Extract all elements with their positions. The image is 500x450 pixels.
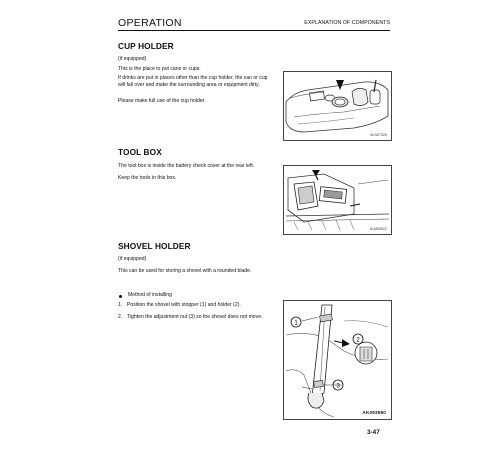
cup-holder-illustration [284, 72, 391, 140]
header-rule [118, 30, 390, 31]
shovel-holder-figure-code: AK093580 [362, 410, 386, 415]
chapter-title: EXPLANATION OF COMPONENTS [304, 20, 390, 26]
cup-holder-figure-code: 6LN07326 [370, 133, 387, 137]
tool-box-figure-code: 6LM00822 [370, 227, 387, 231]
section-title: OPERATION [118, 17, 182, 29]
bullet-icon [119, 295, 122, 298]
callout-3: 3 [336, 383, 340, 390]
tool-box-figure [283, 165, 392, 235]
step-2-text: Tighten the adjustment nut (3) so the shovel does not move. [127, 314, 263, 320]
cup-holder-title: CUP HOLDER [118, 41, 174, 51]
cup-holder-paragraph-1: This is the place to put cans or cups. [118, 66, 201, 72]
tool-box-illustration [284, 166, 391, 234]
step-2-number: 2. [118, 314, 123, 320]
page-header [118, 17, 390, 31]
shovel-holder-illustration [284, 301, 391, 419]
shovel-holder-paragraph-1: This can be used for storing a shovel with a rounded blade. [118, 268, 252, 274]
step-1-text: Position the shovel with stopper (1) and holder (2). [127, 302, 241, 308]
callout-2: 2 [356, 337, 360, 344]
pointer-arrow-icon [342, 339, 350, 347]
callout-1: 1 [294, 320, 298, 327]
cup-holder-figure [283, 71, 392, 141]
cup-holder-paragraph-2: If drinks are put in places other than the cup holder, the can or cup will fall over and make the surrounding area or equipment dirty. [118, 75, 268, 88]
cup-holder-paragraph-3: Please make full use of the cup holder. [118, 98, 206, 104]
tool-box-paragraph-2: Keep the tools in this box. [118, 175, 177, 181]
tool-box-title: TOOL BOX [118, 147, 162, 157]
tool-box-paragraph-1: The tool box is inside the battery check cover at the rear left. [118, 163, 255, 169]
method-of-installing: Method of installing [128, 292, 172, 298]
step-1-number: 1. [118, 302, 123, 308]
shovel-holder-title: SHOVEL HOLDER [118, 241, 191, 251]
shovel-holder-equipped: (if equipped) [118, 256, 147, 262]
cup-holder-equipped: (if equipped) [118, 56, 147, 62]
page-number: 3-47 [367, 429, 380, 436]
shovel-holder-figure [283, 300, 392, 420]
